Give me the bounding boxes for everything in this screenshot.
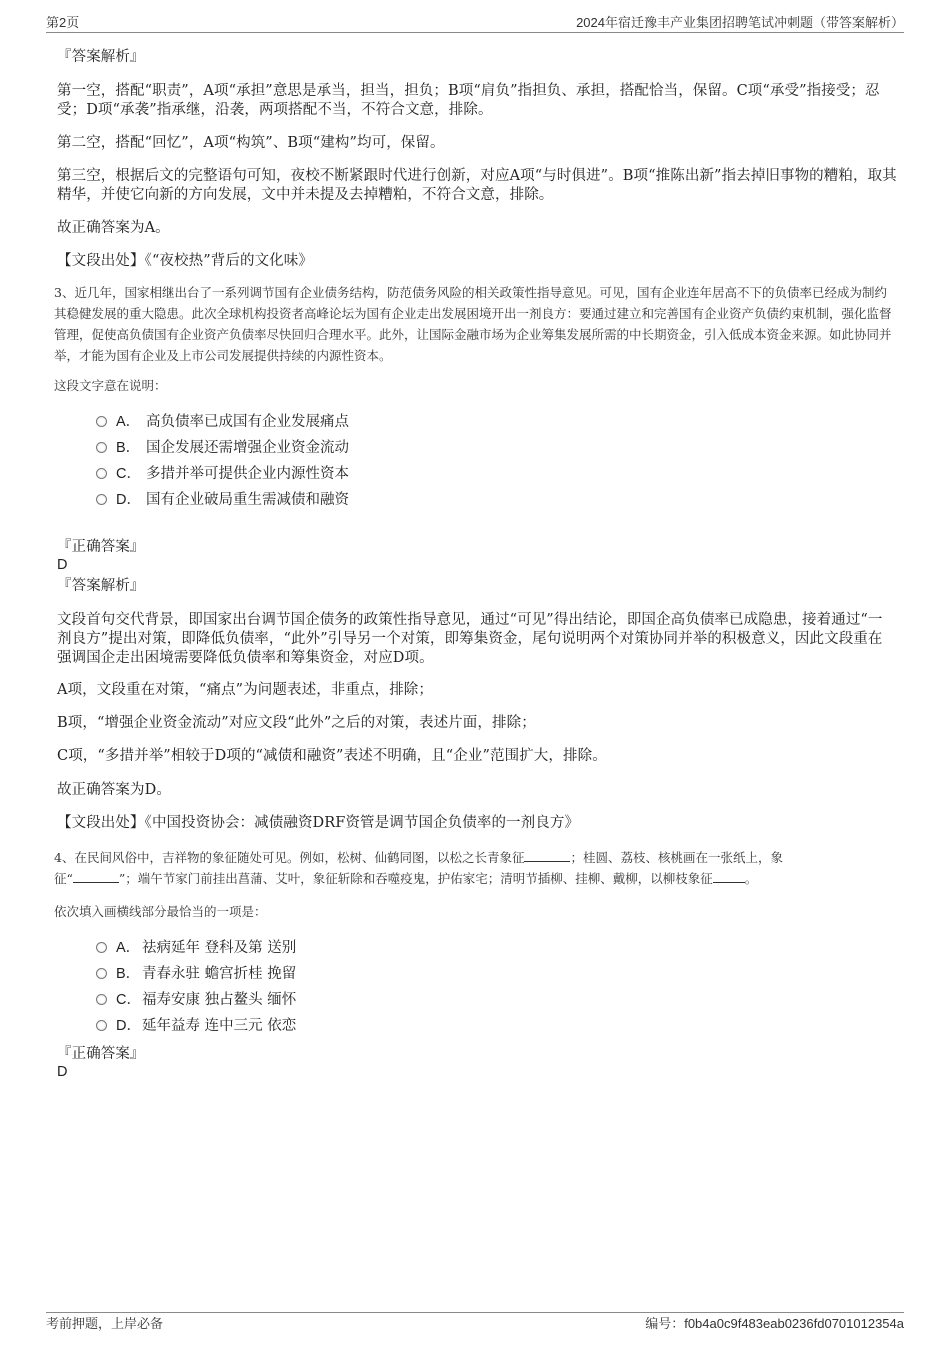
- analysis-conclusion: 故正确答案为A。: [57, 220, 170, 236]
- analysis-paragraph-2: 第二空，搭配“回忆”，A项“构筑”、B项“建构”均可，保留。: [57, 135, 445, 151]
- q3-option-c[interactable]: C． 多措并举可提供企业内源性资本: [96, 464, 349, 484]
- q3-option-d[interactable]: D． 国有企业破局重生需减债和融资: [96, 490, 349, 510]
- analysis-paragraph: 文段首句交代背景，即国家出台调节国企债务的政策性指导意见，通过“可见”得出结论，即国企高负债率已成隐患，接着通过“一剂良方”提出对策，即降低负债率，“此外”引导另一个对策，即筹集资金，尾句说明两个对策协同并举的积极意义，因此文段重在强调国企走出困境需要降低负债率和筹集资金，对应D项。: [57, 612, 883, 666]
- analysis-paragraph-3: 第三空，根据后文的完整语句可知，夜校不断紧跟时代进行创新，对应A项“与时俱进”。B项“推陈出新”指去掉旧事物的糟粕，取其精华，并使它向新的方向发展，文中并未提及去掉糟粕，不符合文意，排除。: [57, 168, 897, 203]
- question-4-prompt: 依次填入画横线部分最恰当的一项是：: [54, 904, 267, 919]
- question-4-stem: 4、在民间风俗中，吉祥物的象征随处可见。例如，松树、仙鹤同图，以松之长青象征 ；桂圆、荔枝、核桃画在一张纸上，象 征“ ”；端午节家门前挂出菖蒲、艾叶，象征斩除和吞噬疫鬼，护佑家宅；清明节插柳、挂柳、戴柳，以柳枝象征 。: [54, 850, 783, 886]
- q3-option-b[interactable]: B． 国企发展还需增强企业资金流动: [96, 438, 349, 458]
- q4-option-a[interactable]: A． 祛病延年 登科及第 送别: [96, 938, 296, 958]
- footer-serial-number: 编号：f0b4a0c9f483eab0236fd0701012354a: [645, 1316, 904, 1331]
- analysis-label: 『答案解析』: [57, 49, 145, 65]
- question-3-stem: 3、近几年，国家相继出台了一系列调节国有企业债务结构，防范债务风险的相关政策性指导意见。可见，国有企业连年居高不下的负债率已经成为制约其稳健发展的重大隐患。此次全球机构投资者高峰论坛为国有企业走出发展困境开出一剂良方：要通过建立和完善国有企业资产负债约束机制，强化监督管理，促使高负债国有企业资产负债率尽快回归合理水平。此外，让国际金融市场为企业筹集发展所需的中长期资金，引入低成本资金来源。如此协同并举，才能为国有企业及上市公司发展提供持续的内源性资本。: [54, 285, 892, 363]
- radio-button-icon[interactable]: [96, 968, 107, 979]
- option-b-analysis: B项，“增强企业资金流动”对应文段“此外”之后的对策，表述片面，排除；: [57, 715, 536, 731]
- radio-button-icon[interactable]: [96, 468, 107, 479]
- q3-option-a[interactable]: A． 高负债率已成国有企业发展痛点: [96, 412, 349, 432]
- question-3-prompt: 这段文字意在说明：: [54, 378, 167, 393]
- analysis-conclusion: 故正确答案为D。: [57, 782, 171, 798]
- page-footer: [46, 1312, 904, 1335]
- correct-answer: D: [57, 1064, 68, 1080]
- analysis-paragraph-1: 第一空，搭配“职责”，A项“承担”意思是承当，担当，担负；B项“肩负”指担负、承担，搭配恰当，保留。C项“承受”指接受；忍受；D项“承袭”指承继，沿袭，两项搭配不当，不符合文意，排除。: [57, 83, 880, 118]
- fill-blank: [73, 870, 119, 883]
- q4-option-d[interactable]: D．延年益寿 连中三元 依恋: [96, 1016, 296, 1036]
- option-c-analysis: C项，“多措并举”相较于D项的“减债和融资”表述不明确，且“企业”范围扩大，排除。: [57, 748, 607, 764]
- q4-option-b[interactable]: B． 青春永驻 蟾宫折桂 挽留: [96, 964, 296, 984]
- radio-button-icon[interactable]: [96, 1020, 107, 1031]
- q4-option-c[interactable]: C．福寿安康 独占鳌头 缅怀: [96, 990, 296, 1010]
- radio-button-icon[interactable]: [96, 994, 107, 1005]
- radio-button-icon[interactable]: [96, 942, 107, 953]
- fill-blank: [713, 870, 745, 883]
- option-a-analysis: A项，文段重在对策，“痛点”为问题表述，非重点，排除；: [57, 682, 433, 698]
- radio-button-icon[interactable]: [96, 442, 107, 453]
- page-number: 第2页: [46, 15, 80, 30]
- passage-source: 【文段出处】《中国投资协会：减债融资DRF资管是调节国企负债率的一剂良方》: [57, 815, 580, 831]
- footer-slogan: 考前押题，上岸必备: [46, 1316, 164, 1331]
- correct-answer: D: [57, 557, 68, 573]
- radio-button-icon[interactable]: [96, 416, 107, 427]
- document-title: 2024年宿迁豫丰产业集团招聘笔试冲刺题（带答案解析）: [576, 15, 904, 30]
- radio-button-icon[interactable]: [96, 494, 107, 505]
- correct-answer-label: 『正确答案』: [57, 539, 145, 555]
- analysis-label: 『答案解析』: [57, 578, 145, 594]
- fill-blank: [524, 849, 570, 862]
- page-header: [46, 14, 904, 33]
- passage-source: 【文段出处】《“夜校热”背后的文化味》: [57, 253, 313, 269]
- correct-answer-label: 『正确答案』: [57, 1046, 145, 1062]
